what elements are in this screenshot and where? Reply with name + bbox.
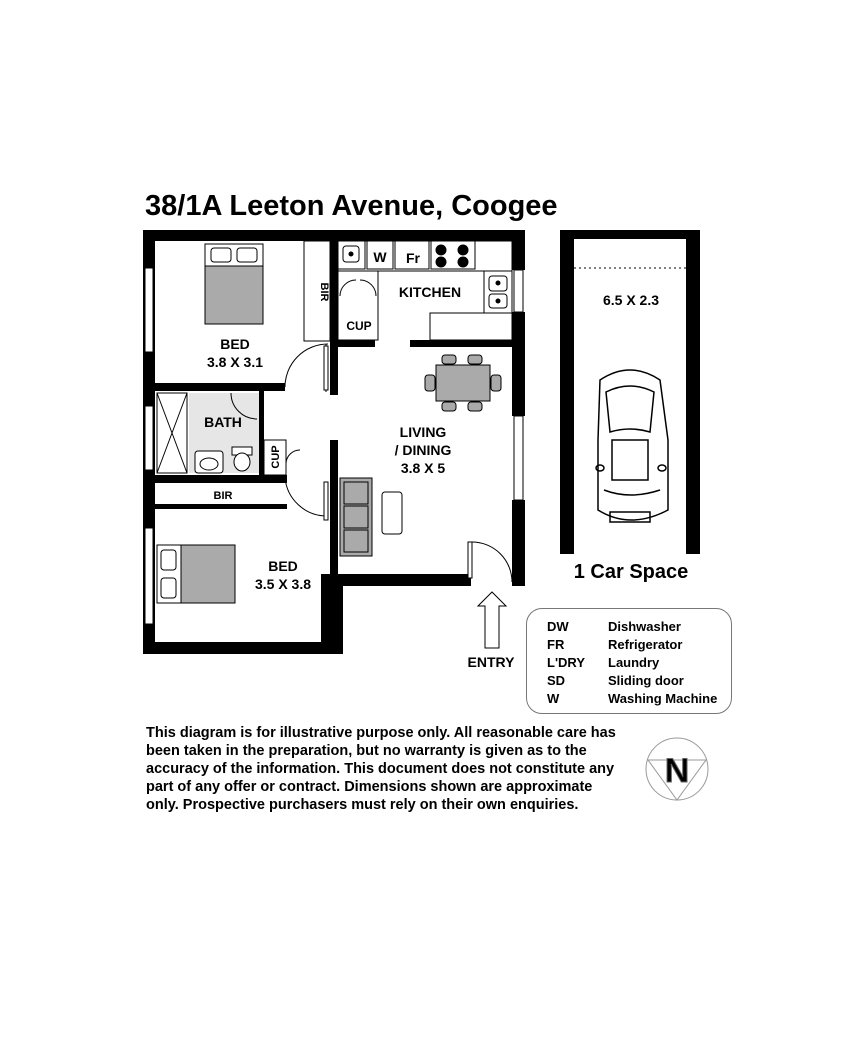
- legend-desc: Washing Machine: [608, 691, 718, 706]
- car-space-label: 1 Car Space: [573, 561, 689, 583]
- disclaimer-text: This diagram is for illustrative purpose only. All reasonable care has been taken in the preparation, but no warranty is given as to the accuracy of the information. This document does not constitute any part of any offer or contract. Dimensions shown are approximate only. Prospective purchasers must rely on their own enquiries.: [146, 725, 616, 813]
- bath-cupboard-label: CUP: [270, 445, 282, 469]
- entry-door: [468, 542, 512, 582]
- entry-label: ENTRY: [467, 654, 515, 670]
- entry-arrow-icon: [478, 592, 506, 648]
- living-label: LIVING: [399, 424, 447, 440]
- kitchen-cupboard-label: CUP: [346, 319, 372, 333]
- legend-desc: Laundry: [608, 655, 660, 670]
- compass-letter: N: [664, 752, 690, 790]
- fridge-label: Fr: [406, 250, 420, 266]
- car-icon: [596, 370, 668, 522]
- car-space-dimensions: 6.5 X 2.3: [602, 292, 660, 308]
- legend-box: [526, 608, 732, 714]
- legend-desc: Sliding door: [608, 673, 684, 688]
- bed-1-furniture: [205, 241, 330, 341]
- washing-machine-label: W: [373, 249, 387, 265]
- legend-code: W: [547, 691, 560, 706]
- kitchen-label: KITCHEN: [398, 284, 462, 300]
- sofa: [340, 478, 402, 556]
- legend-code: FR: [547, 637, 565, 652]
- bed-1-door: [285, 344, 328, 392]
- bed-2-furniture: [157, 545, 235, 603]
- bed-2-bir-label: BIR: [213, 490, 233, 502]
- legend-code: DW: [547, 619, 569, 634]
- bed-1-label: BED: [220, 336, 250, 352]
- dining-label: / DINING: [394, 442, 452, 458]
- hall-doors: [285, 450, 328, 520]
- legend-code: L'DRY: [547, 655, 585, 670]
- bath-label: BATH: [204, 414, 242, 430]
- north-compass-icon: [646, 738, 708, 800]
- bed-1-dimensions: 3.8 X 3.1: [206, 354, 264, 370]
- bed-2-label: BED: [268, 558, 298, 574]
- bed-2-dimensions: 3.5 X 3.8: [254, 576, 312, 592]
- plan-title: 38/1A Leeton Avenue, Coogee: [145, 190, 558, 222]
- dining-table: [425, 355, 501, 411]
- legend-code: SD: [547, 673, 566, 688]
- legend-desc: Dishwasher: [608, 619, 681, 634]
- living-dimensions: 3.8 X 5: [400, 460, 446, 476]
- bathroom: [157, 393, 286, 475]
- legend-desc: Refrigerator: [608, 637, 683, 652]
- bed-1-bir-label: BIR: [318, 282, 330, 302]
